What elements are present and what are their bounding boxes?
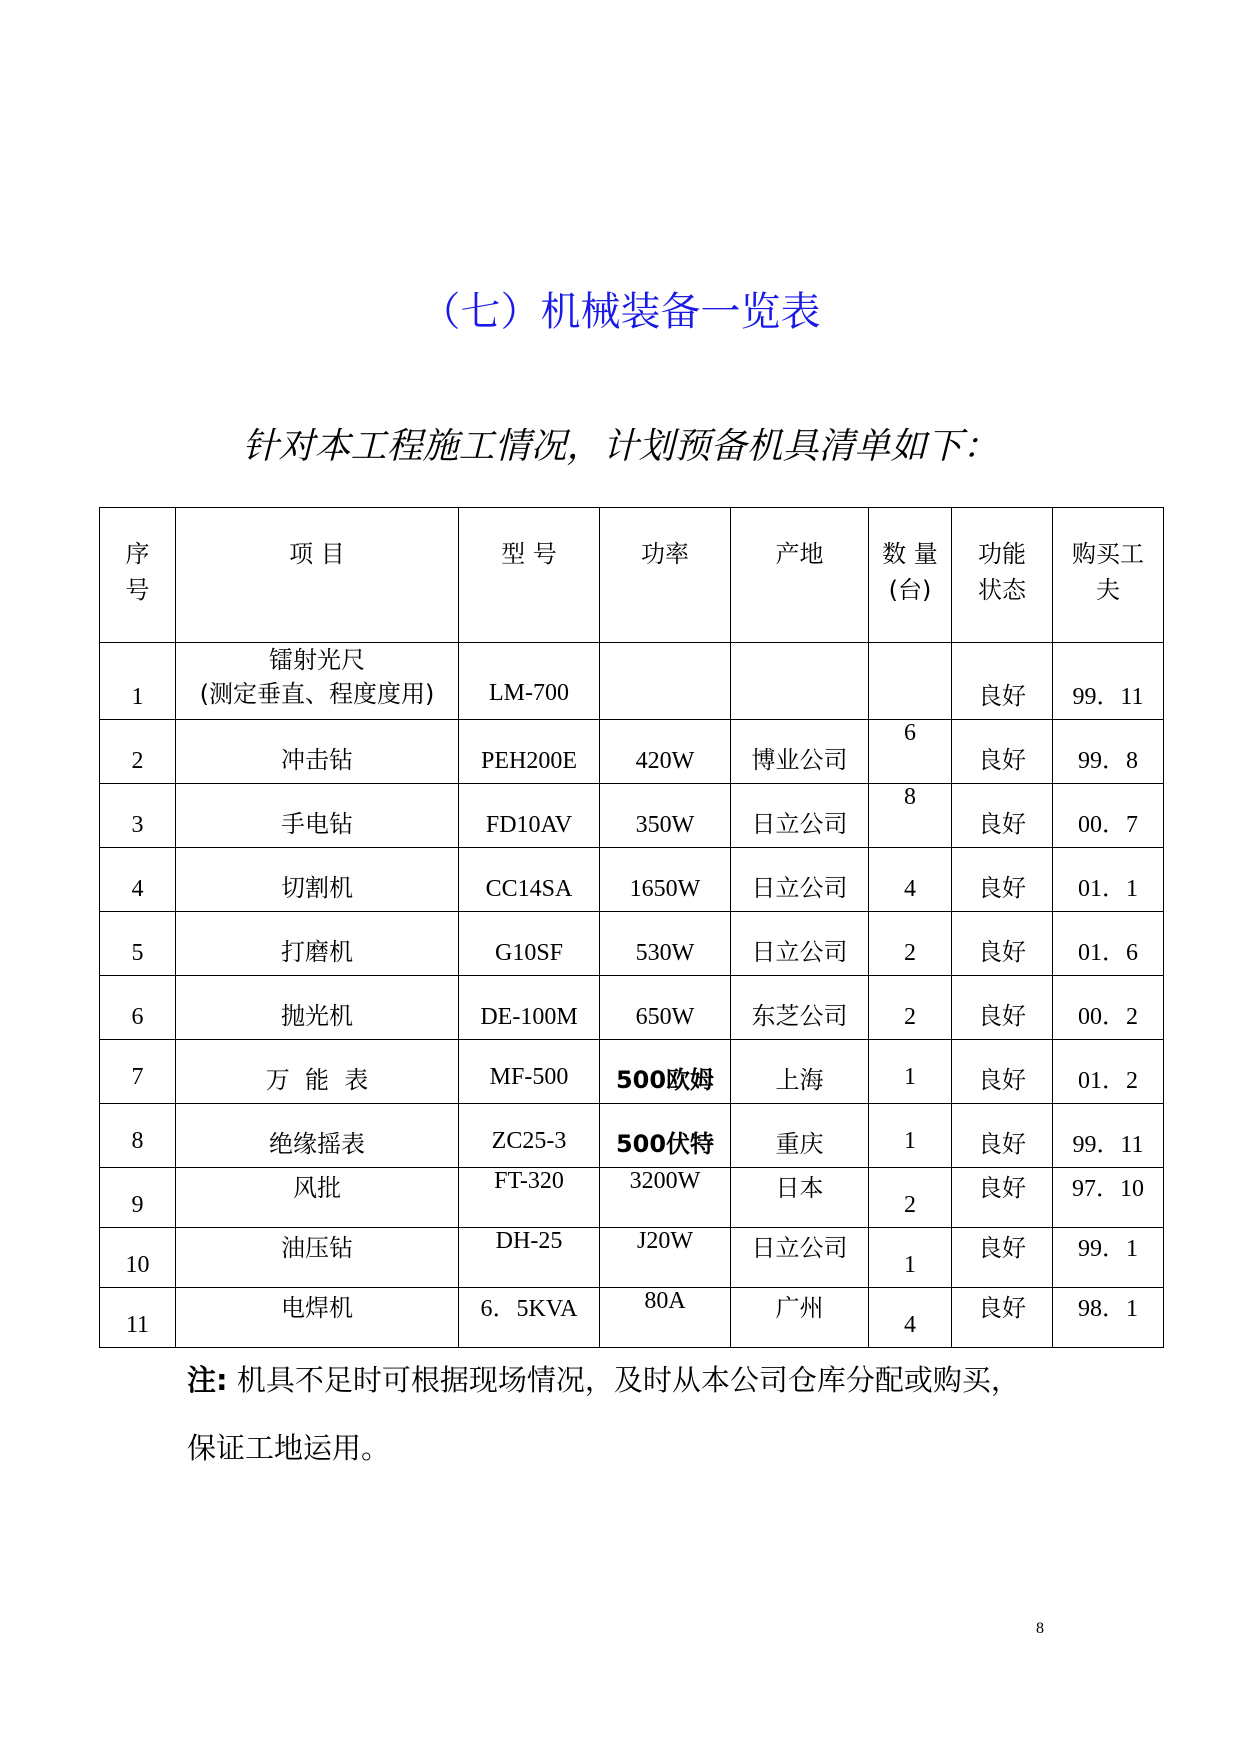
cell-power: 350W [600, 784, 731, 848]
cell-power: 1650W [600, 848, 731, 912]
cell-origin: 东芝公司 [731, 976, 869, 1040]
cell-power: 3200W [600, 1168, 731, 1228]
cell-status: 良好 [952, 643, 1053, 720]
cell-model: PEH200E [459, 720, 600, 784]
table-row [100, 1288, 1164, 1348]
note-line-2: 保证工地运用。 [187, 1431, 391, 1465]
table-row [100, 720, 1164, 784]
cell-no: 8 [100, 1104, 176, 1168]
cell-no: 5 [100, 912, 176, 976]
cell-origin: 重庆 [731, 1104, 869, 1168]
cell-qty: 2 [869, 976, 952, 1040]
table-row [100, 1104, 1164, 1168]
cell-no: 6 [100, 976, 176, 1040]
cell-item: 镭射光尺 (测定垂直、程度度用) [176, 643, 459, 720]
cell-origin: 上海 [731, 1040, 869, 1104]
cell-item: 切割机 [176, 848, 459, 912]
cell-qty: 6 [869, 720, 952, 784]
cell-date: 01．2 [1053, 1040, 1164, 1104]
cell-date: 99．1 [1053, 1228, 1164, 1288]
cell-qty: 1 [869, 1040, 952, 1104]
header-item: 项 目 [176, 508, 459, 643]
cell-model: DH-25 [459, 1228, 600, 1288]
cell-origin: 日立公司 [731, 848, 869, 912]
cell-date: 00．7 [1053, 784, 1164, 848]
cell-status: 良好 [952, 720, 1053, 784]
cell-origin: 日立公司 [731, 912, 869, 976]
cell-date: 99．11 [1053, 643, 1164, 720]
cell-model: DE-100M [459, 976, 600, 1040]
cell-model: G10SF [459, 912, 600, 976]
cell-power: 420W [600, 720, 731, 784]
note-line-1 [187, 1358, 1020, 1399]
cell-power [600, 643, 731, 720]
cell-status: 良好 [952, 784, 1053, 848]
header-status: 功能 状态 [952, 508, 1053, 643]
cell-item: 手电钻 [176, 784, 459, 848]
cell-qty: 2 [869, 1168, 952, 1228]
cell-item: 电焊机 [176, 1288, 459, 1348]
cell-item: 油压钻 [176, 1228, 459, 1288]
cell-date: 00．2 [1053, 976, 1164, 1040]
cell-no: 7 [100, 1040, 176, 1104]
page-number: 8 [1036, 1620, 1044, 1637]
cell-item: 抛光机 [176, 976, 459, 1040]
header-qty: 数 量 (台) [869, 508, 952, 643]
cell-no: 4 [100, 848, 176, 912]
cell-status: 良好 [952, 912, 1053, 976]
cell-origin: 广州 [731, 1288, 869, 1348]
cell-power: 500伏特 [600, 1104, 731, 1168]
cell-origin: 博业公司 [731, 720, 869, 784]
header-origin: 产地 [731, 508, 869, 643]
cell-date: 99．11 [1053, 1104, 1164, 1168]
cell-qty [869, 643, 952, 720]
cell-no: 1 [100, 643, 176, 720]
cell-status: 良好 [952, 1168, 1053, 1228]
cell-qty: 8 [869, 784, 952, 848]
cell-qty: 1 [869, 1228, 952, 1288]
header-no: 序 号 [100, 508, 176, 643]
note-label: 注: [187, 1363, 228, 1397]
cell-item: 绝缘摇表 [176, 1104, 459, 1168]
header-model: 型 号 [459, 508, 600, 643]
table-row [100, 643, 1164, 720]
cell-model: FD10AV [459, 784, 600, 848]
cell-date: 01．1 [1053, 848, 1164, 912]
equipment-table [99, 507, 1164, 1348]
cell-date: 97．10 [1053, 1168, 1164, 1228]
cell-model: LM-700 [459, 643, 600, 720]
note-text-1: 机具不足时可根据现场情况，及时从本公司仓库分配或购买， [227, 1363, 1020, 1397]
cell-no: 11 [100, 1288, 176, 1348]
page-title: （七）机械装备一览表 [420, 289, 821, 335]
cell-date: 99．8 [1053, 720, 1164, 784]
cell-origin: 日立公司 [731, 1228, 869, 1288]
cell-item: 万 能 表 [176, 1040, 459, 1104]
cell-origin: 日立公司 [731, 784, 869, 848]
cell-status: 良好 [952, 976, 1053, 1040]
cell-model: 6．5KVA [459, 1288, 600, 1348]
cell-status: 良好 [952, 1228, 1053, 1288]
cell-power: J20W [600, 1228, 731, 1288]
table-row [100, 976, 1164, 1040]
table-header-row [100, 508, 1164, 643]
cell-power: 530W [600, 912, 731, 976]
cell-model: MF-500 [459, 1040, 600, 1104]
cell-origin [731, 643, 869, 720]
table-row [100, 784, 1164, 848]
header-date: 购买工 夫 [1053, 508, 1164, 643]
cell-power: 650W [600, 976, 731, 1040]
cell-date: 01．6 [1053, 912, 1164, 976]
cell-qty: 4 [869, 1288, 952, 1348]
table-row [100, 1228, 1164, 1288]
cell-status: 良好 [952, 1040, 1053, 1104]
cell-no: 9 [100, 1168, 176, 1228]
cell-no: 10 [100, 1228, 176, 1288]
cell-item: 冲击钻 [176, 720, 459, 784]
cell-power: 500欧姆 [600, 1040, 731, 1104]
cell-qty: 2 [869, 912, 952, 976]
table-row [100, 848, 1164, 912]
table-row [100, 912, 1164, 976]
cell-qty: 1 [869, 1104, 952, 1168]
cell-status: 良好 [952, 848, 1053, 912]
cell-status: 良好 [952, 1288, 1053, 1348]
cell-qty: 4 [869, 848, 952, 912]
cell-item: 打磨机 [176, 912, 459, 976]
cell-model: ZC25-3 [459, 1104, 600, 1168]
cell-power: 80A [600, 1288, 731, 1348]
table-row [100, 1168, 1164, 1228]
header-power: 功率 [600, 508, 731, 643]
cell-status: 良好 [952, 1104, 1053, 1168]
page-subtitle: 针对本工程施工情况，计划预备机具清单如下： [242, 426, 999, 467]
cell-item: 风批 [176, 1168, 459, 1228]
cell-no: 3 [100, 784, 176, 848]
cell-model: CC14SA [459, 848, 600, 912]
cell-date: 98．1 [1053, 1288, 1164, 1348]
cell-origin: 日本 [731, 1168, 869, 1228]
cell-no: 2 [100, 720, 176, 784]
cell-model: FT-320 [459, 1168, 600, 1228]
table-row [100, 1040, 1164, 1104]
